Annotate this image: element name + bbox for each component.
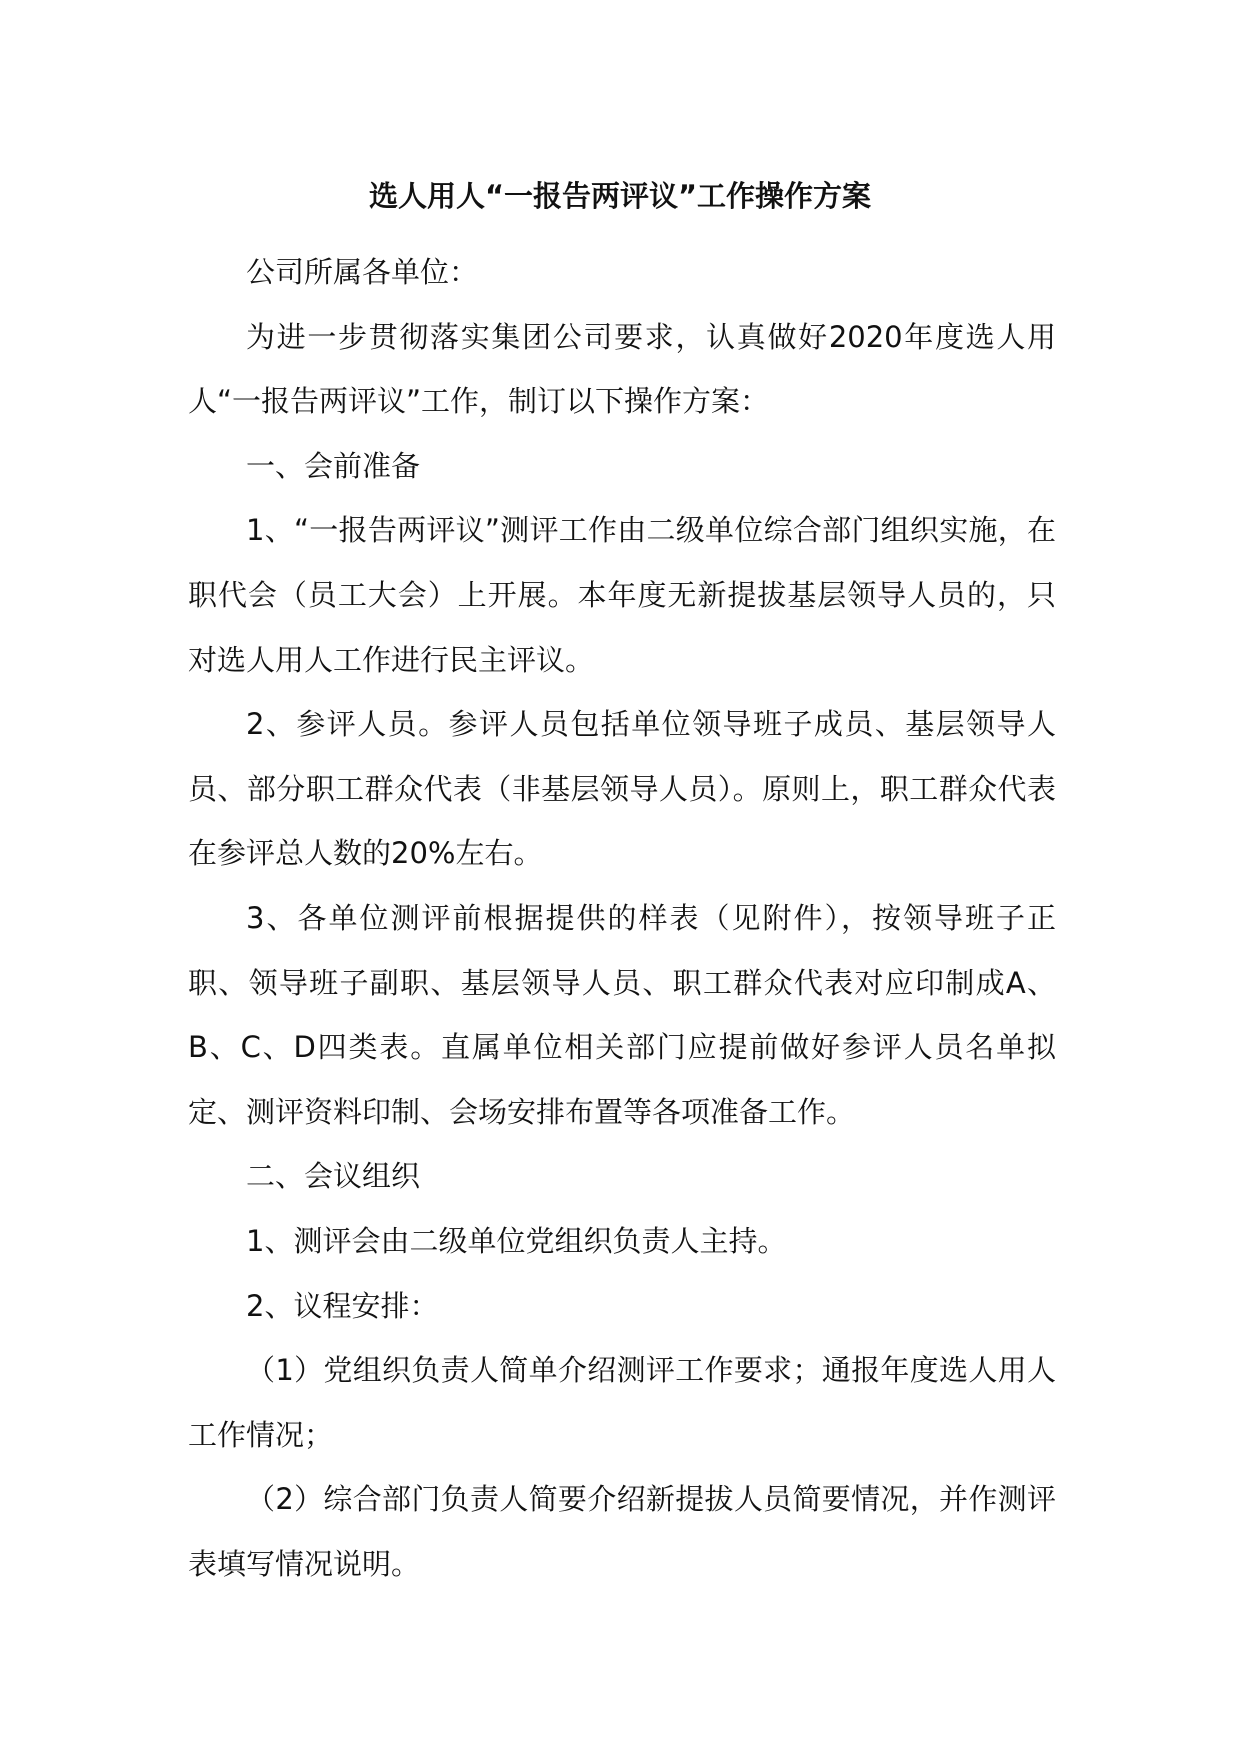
section-heading-2: 二、会议组织 — [246, 1159, 421, 1194]
document-body — [188, 240, 1056, 1596]
section-heading-1: 一、会前准备 — [246, 448, 421, 483]
paragraph-1-1: 1、“一报告两评议”测评工作由二级单位综合部门组织实施，在职代会（员工大会）上开展。本年度无新提拔基层领导人员的，只对选人用人工作进行民主评议。 — [188, 513, 1056, 677]
agenda-item-2: （2）综合部门负责人简要介绍新提拔人员简要情况，并作测评表填写情况说明。 — [188, 1482, 1056, 1581]
paragraph-2-1: 1、测评会由二级单位党组织负责人主持。 — [246, 1223, 787, 1258]
document-title: 选人用人“一报告两评议”工作操作方案 — [368, 179, 872, 213]
paragraph-2-2: 2、议程安排： — [246, 1288, 439, 1323]
paragraph-1-2: 2、参评人员。参评人员包括单位领导班子成员、基层领导人员、部分职工群众代表（非基层领导人员）。原则上，职工群众代表在参评总人数的20%左右。 — [188, 707, 1056, 871]
salutation: 公司所属各单位： — [246, 255, 479, 289]
agenda-item-1: （1）党组织负责人简单介绍测评工作要求；通报年度选人用人工作情况； — [188, 1353, 1056, 1452]
paragraph-1-3: 3、各单位测评前根据提供的样表（见附件），按领导班子正职、领导班子副职、基层领导人员、职工群众代表对应印制成A、B、C、D四类表。直属单位相关部门应提前做好参评人员名单拟定、测评资料印制、会场安排布置等各项准备工作。 — [188, 900, 1056, 1129]
paragraph-intro: 为进一步贯彻落实集团公司要求，认真做好2020年度选人用人“一报告两评议”工作，制订以下操作方案： — [188, 319, 1056, 419]
